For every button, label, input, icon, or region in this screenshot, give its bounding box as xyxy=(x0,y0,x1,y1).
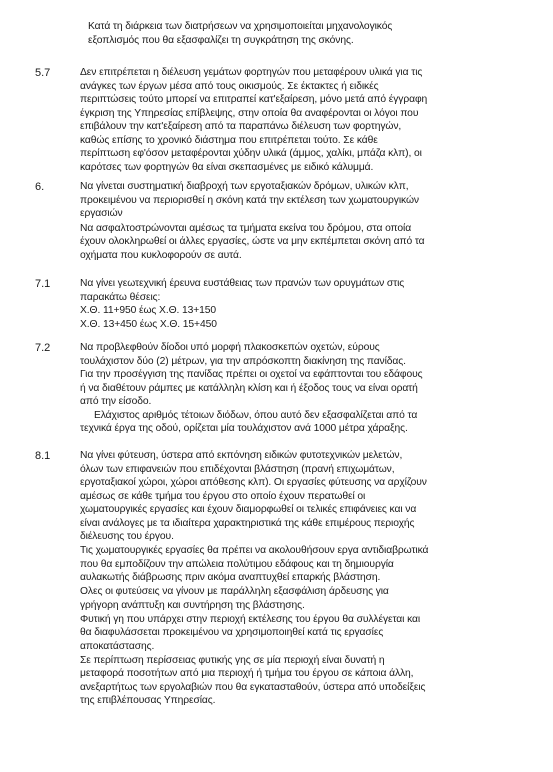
text-line: επιβάλουν την κατ'εξαίρεση από τα παραπάνω διέλευση των φορτηγών, xyxy=(80,121,402,132)
text-line: αυλακωτής διάβρωσης πριν ακόμα αναπτυχθεί επαρκής βλάστηση. xyxy=(80,572,381,583)
text-line: που θα εμποδίζουν την απώλεια πολύτιμου εδάφους και τη δημιουργία xyxy=(80,558,394,570)
text-line: Δεν επιτρέπεται η διέλευση γεμάτων φορτηγών που μεταφέρουν υλικά για τις xyxy=(80,67,423,78)
text-line: της επιβλέπουσας Υπηρεσίας. xyxy=(80,695,216,706)
section-number: 7.2 xyxy=(35,342,51,354)
text-line: τουλάχιστον δύο (2) μέτρων, για την απρόσκοπτη διακίνηση της πανίδας. xyxy=(80,355,406,367)
text-line: μεταφορά ποσοτήτων από μια περιοχή ή τμήμα του έργου σε κάποια άλλη, xyxy=(80,668,414,679)
text-line: θα διαφυλάσσεται προκειμένου να χρησιμοποιηθεί κατά τις εργασίες xyxy=(80,627,384,638)
text-line: εργασιών xyxy=(80,208,123,219)
text-line: Κατά τη διάρκεια των διατρήσεων να χρησιμοποιείται μηχανολογικός xyxy=(88,21,393,32)
text-line: χωματουργικές εργασίες και έχουν διαμορφωθεί οι τελικές επιφάνειες και να xyxy=(80,504,417,515)
text-line: περιπτώσεις τούτο μπορεί να επιτραπεί κατ'εξαίρεση, μόνο μετά από έγγραφη xyxy=(80,94,428,105)
text-line: διέλευσης του έργου. xyxy=(80,531,174,542)
text-line: περίπτωση εφ'όσον μεταφέρονται χύδην υλικά (άμμος, χαλίκι, μπάζα κλπ), οι xyxy=(80,148,422,159)
text-line: Να γίνεται συστηματική διαβροχή των εργοταξιακών δρόμων, υλικών κλπ, xyxy=(80,181,409,192)
section-number: 5.7 xyxy=(35,67,51,79)
text-line: ανάγκες των έργων μέσα από τους οικισμούς. Σε έκτακτες ή ειδικές xyxy=(80,80,379,92)
text-line: τεχνικά έργα της οδού, ορίζεται μία τουλάχιστον ανά 1000 μέτρα χάραξης. xyxy=(80,423,408,434)
text-line: Να ασφαλτοστρώνονται αμέσως τα τμήματα εκείνα του δρόμου, στα οποία xyxy=(80,222,412,234)
text-line: Τις χωματουργικές εργασίες θα πρέπει να ακολουθήσουν εργα αντιδιαβρωτικά xyxy=(80,545,429,556)
text-line: παρακάτω θέσεις: xyxy=(80,291,161,303)
text-line: προκειμένου να περιορισθεί η σκόνη κατά την εκτέλεση των χωματουργικών xyxy=(80,194,419,206)
text-line: Χ.Θ. 11+950 έως Χ.Θ. 13+150 xyxy=(80,305,217,316)
text-line: Σε περίπτωση περίσσειας φυτικής γης σε μία περιοχή είναι δυνατή η xyxy=(80,654,385,666)
section-number: 8.1 xyxy=(35,450,51,462)
text-line: είναι ανάλογες με τα ιδιαίτερα χαρακτηριστικά της κάθε επιμέρους περιοχής xyxy=(80,517,415,529)
text-line: ανεξαρτήτως των εργολαβιών που θα εγκατασταθούν, ύστερα από υποδείξεις xyxy=(80,681,426,693)
text-line: ή να διαθέτουν ράμπες με κατάλληλη κλίση και ή έξοδος τους να είναι ορατή xyxy=(80,382,418,394)
text-line: εργοταξιακοί χώροι, χώροι απόθεσης κλπ). Οι εργασίες φύτευσης να αρχίζουν xyxy=(80,477,427,488)
text-line: καθώς επίσης το χρονικό διάστημα που επιτρέπεται τούτο. Σε κάθε xyxy=(80,134,378,146)
text-line: αμέσως σε κάθε τμήμα του έργου στο οποίο έχουν περατωθεί οι xyxy=(80,490,366,502)
text-line: Ελάχιστος αριθμός τέτοιων διόδων, όπου αυτό δεν εξασφαλίζεται από τα xyxy=(94,409,418,421)
section-number: 7.1 xyxy=(35,278,51,290)
text-line: Να γίνει φύτευση, ύστερα από εκπόνηση ειδικών φυτοτεχνικών μελετών, xyxy=(80,450,403,461)
text-line: Χ.Θ. 13+450 έως Χ.Θ. 15+450 xyxy=(80,318,217,330)
text-line: Ολες οι φυτεύσεις να γίνουν με παράλληλη εξασφάλιση άρδευσης για xyxy=(80,586,389,597)
text-line: οχήματα που κυκλοφορούν σε αυτά. xyxy=(80,249,242,261)
text-line: γρήγορη ανάπτυξη και συντήρηση της βλάστησης. xyxy=(80,599,305,611)
text-line: έγκριση της Υπηρεσίας επίβλεψης, στην οποία θα αναφέρονται οι λόγοι που xyxy=(80,107,419,119)
text-line: Να προβλεφθούν δίοδοι υπό μορφή πλακοσκεπών οχετών, εύρους xyxy=(80,342,380,353)
text-line: Φυτική γη που υπάρχει στην περιοχή εκτέλεσης του έργου θα συλλέγεται και xyxy=(80,613,421,625)
section-number: 6. xyxy=(35,181,45,193)
text-line: Για την προσέγγιση της πανίδας πρέπει οι οχετοί να εφάπτονται του εδάφους xyxy=(80,369,423,380)
text-line: Να γίνει γεωτεχνική έρευνα ευστάθειας των πρανών των ορυγμάτων στις xyxy=(80,278,405,289)
text-line: έχουν ολοκληρωθεί οι άλλες εργασίες, ώστε να μην εκπέμπεται σκόνη από τα xyxy=(80,236,425,247)
text-line: αποκατάστασης. xyxy=(80,640,155,652)
text-line: από την είσοδο. xyxy=(80,396,152,407)
text-line: εξοπλισμός που θα εξασφαλίζει τη συγκράτηση της σκόνης. xyxy=(88,34,354,46)
text-line: καρότσες των φορτηγών θα είναι σκεπασμένες με ειδικό κάλυμμά. xyxy=(80,161,374,173)
text-line: όλων των επιφανειών που επιδέχονται βλάστηση (πρανή επιχωμάτων, xyxy=(80,463,395,475)
